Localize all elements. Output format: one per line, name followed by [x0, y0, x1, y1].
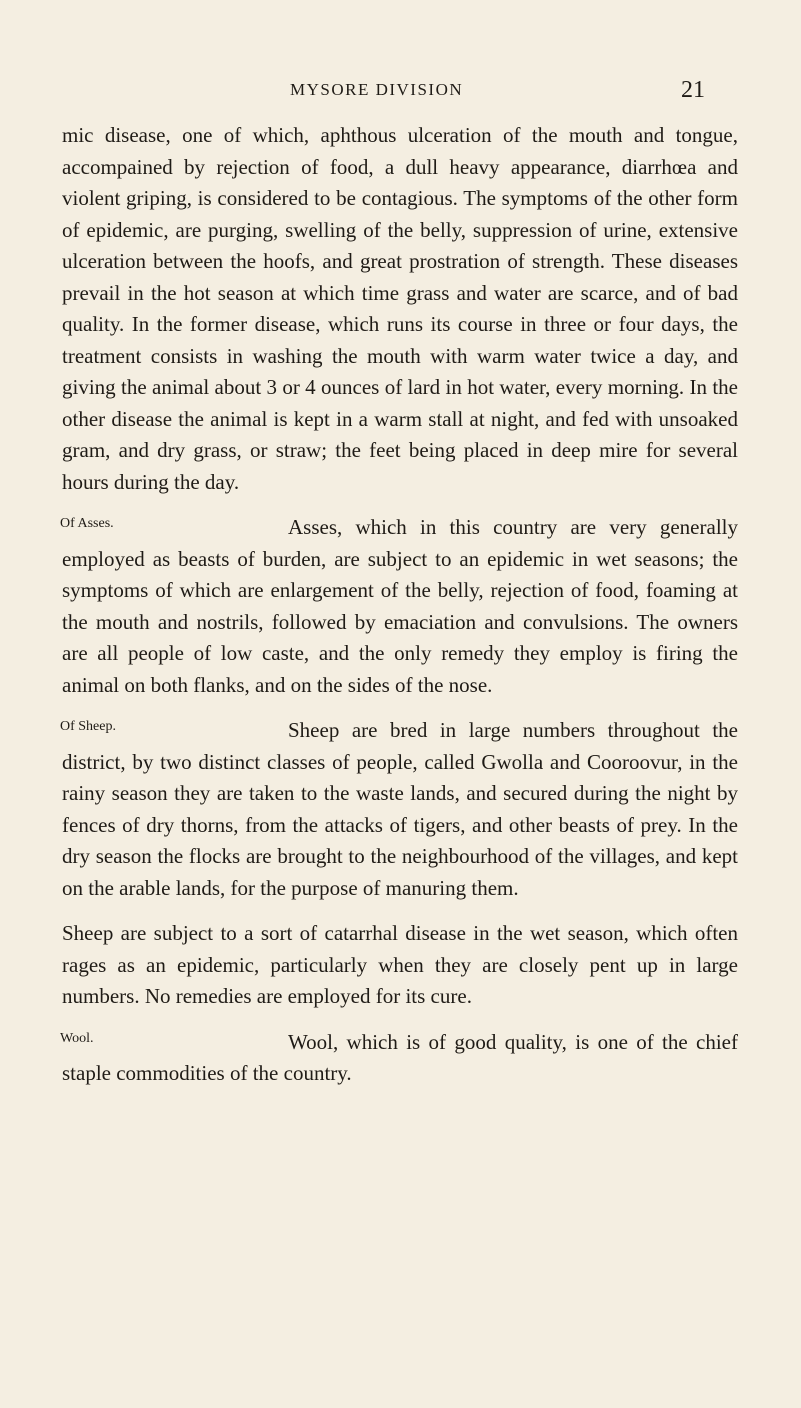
- margin-note-wool: Wool.: [60, 1030, 94, 1046]
- paragraph-text: Sheep are bred in large numbers throughout the district, by two distinct classes of people, called Gwolla and Cooroovur, in the rainy season they are taken to the waste lands, and secured during the night by fences of dry thorns, from the attacks of tigers, and other beasts of prey. In the dry season the flocks are brought to the neighbourhood of the villages, and kept on the arable lands, for the purpose of manuring them.: [62, 718, 738, 900]
- paragraph-wool: [62, 1027, 738, 1090]
- paragraph-sheep-disease: [62, 918, 738, 1013]
- paragraph-asses: [62, 512, 738, 701]
- running-title: MYSORE DIVISION: [290, 80, 464, 99]
- margin-note-asses: Of Asses.: [60, 516, 114, 531]
- paragraph-text: Wool, which is of good quality, is one of the chief staple commodities of the country.: [62, 1029, 738, 1085]
- paragraph-sheep: [62, 715, 738, 904]
- body-text: [62, 120, 738, 1090]
- paragraph-text: Sheep are subject to a sort of catarrhal disease in the wet season, which often rages as an epidemic, particularly when they are closely pent up in large numbers. No remedies are employed for its cure.: [62, 921, 738, 1008]
- paragraph-cattle-disease: [62, 120, 738, 498]
- margin-note-sheep: Of Sheep.: [60, 719, 116, 734]
- page-number: 21: [681, 77, 705, 103]
- paragraph-text: Asses, which in this country are very generally employed as beasts of burden, are subject to an epidemic in wet seasons; the symptoms of which are enlargement of the belly, rejection of food, foaming at the mouth and nostrils, followed by emaciation and convulsions. The owners are all people of low caste, and the only remedy they employ is firing the animal on both flanks, and on the sides of the nose.: [62, 515, 738, 697]
- running-head: [0, 77, 801, 110]
- paragraph-text: mic disease, one of which, aphthous ulceration of the mouth and tongue, accompained by rejection of food, a dull heavy appearance, diarrhœa and violent griping, is considered to be contagious. The symptoms of the other form of epidemic, are purging, swelling of the belly, suppression of urine, extensive ulceration between the hoofs, and great prostration of strength. These diseases prevail in the hot season at which time grass and water are scarce, and of bad quality. In the former disease, which runs its course in three or four days, the treatment consists in washing the mouth with warm water twice a day, and giving the animal about 3 or 4 ounces of lard in hot water, every morning. In the other disease the animal is kept in a warm stall at night, and fed with unsoaked gram, and dry grass, or straw; the feet being placed in deep mire for several hours during the day.: [62, 123, 738, 494]
